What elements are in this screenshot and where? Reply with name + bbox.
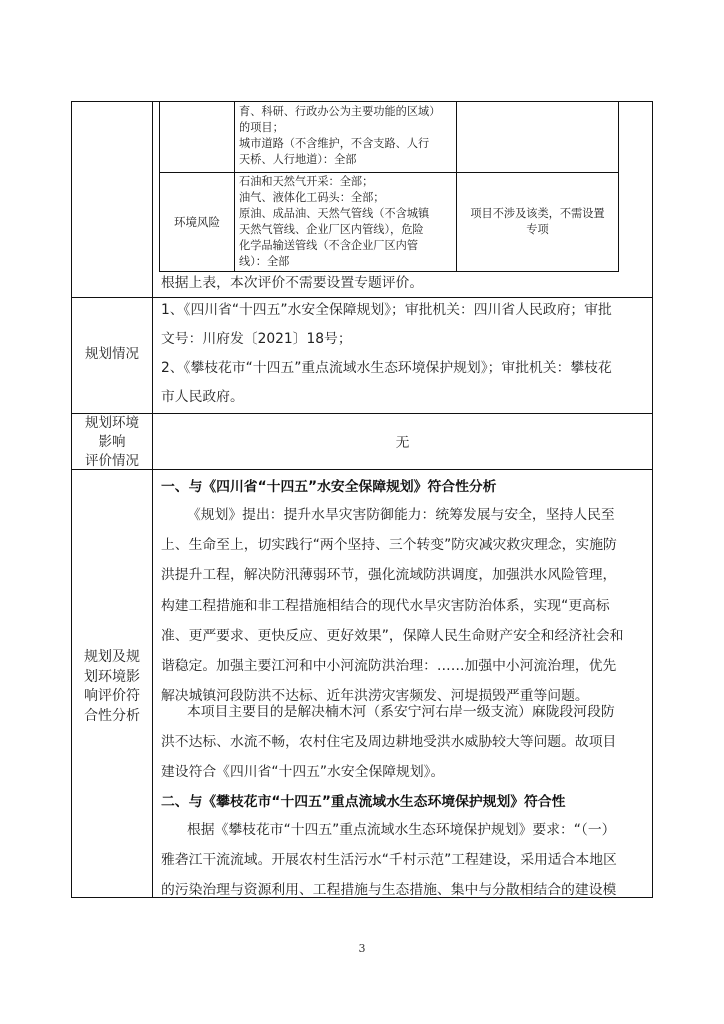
text-line: 响评价符 xyxy=(84,688,140,704)
text-line: 准、更严要求、更快反应、更好效果”，保障人民生命财产安全和经济社会和 xyxy=(161,627,624,644)
text-line: 洪不达标、水流不畅，农村住宅及周边耕地受洪水威胁较大等问题。故项目 xyxy=(161,734,617,751)
inner-row2-result xyxy=(457,206,618,238)
inner-table-right xyxy=(618,101,619,272)
page-number: 3 xyxy=(358,942,366,955)
inner-row2-category: 环境风险 xyxy=(174,215,220,229)
section-heading-1: 一、与《四川省“十四五”水安全保障规划》符合性分析 xyxy=(161,479,497,495)
text-line: 规划及规 xyxy=(84,649,140,665)
text-line: 天桥、人行地道）：全部 xyxy=(239,153,357,166)
text-line: 解决城镇河段防洪不达标、近年洪涝灾害频发、河堤损毁严重等问题。 xyxy=(161,688,589,705)
text-line: 项目不涉及该类，不需设置 xyxy=(470,207,605,220)
section-heading-2: 二、与《攀枝花市“十四五”重点流域水生态环境保护规划》符合性 xyxy=(161,794,566,810)
text-line: 根据《攀枝花市“十四五”重点流域水生态环境保护规划》要求：“（一） xyxy=(187,822,616,838)
text-line: 油气、液体化工码头：全部； xyxy=(239,191,385,204)
text-line: 专项 xyxy=(526,223,549,236)
text-line: 上、生命至上，切实践行“两个坚持、三个转变”防灾减灾救灾理念，实施防 xyxy=(161,537,617,554)
text-line: 雅砻江干流流域。开展农村生活污水“千村示范”工程建设，采用适合本地区 xyxy=(161,852,617,869)
text-line: 城市道路（不含维护，不含支路、人行 xyxy=(239,137,430,150)
text-line: 影响 xyxy=(98,434,126,450)
inner-table-col2 xyxy=(456,101,457,272)
text-line: 构建工程措施和非工程措施相结合的现代水旱灾害防治体系，实现“更高标 xyxy=(161,597,610,614)
text-line: 规划环境 xyxy=(85,415,139,431)
text-line: 化学品输送管线（不含企业厂区内管 xyxy=(239,239,419,252)
text-line: 2、《攀枝花市“十四五”重点流域水生态环境保护规划》；审批机关：攀枝花 xyxy=(161,360,612,376)
text-line: 合性分析 xyxy=(84,707,140,724)
planning-content xyxy=(161,296,653,412)
paragraph-2 xyxy=(161,697,653,788)
conclusion-text: 根据上表，本次评价不需要设置专题评价。 xyxy=(161,275,424,291)
env-impact-value: 无 xyxy=(395,435,410,451)
text-line: 原油、成品油、天然气管线（不含城镇 xyxy=(239,207,430,220)
text-line: 石油和天然气开采：全部； xyxy=(239,175,374,188)
text-line: 洪提升工程，解决防汛薄弱环节，强化流域防洪调度，加强洪水风险管理， xyxy=(161,567,617,584)
text-line: 评价情况 xyxy=(85,453,139,469)
row-divider-3 xyxy=(71,469,653,470)
inner-table-left xyxy=(159,101,160,272)
text-line: 育、科研、行政办公为主要功能的区域） xyxy=(239,105,441,118)
text-line: 建设符合《四川省“十四五”水安全保障规划》。 xyxy=(161,764,445,781)
paragraph-1 xyxy=(161,500,653,711)
text-line: 天然气管线、企业厂区内管线），危险 xyxy=(239,223,424,236)
paragraph-3 xyxy=(161,815,653,906)
text-line: 的项目； xyxy=(239,121,284,134)
row-divider-2 xyxy=(71,413,653,414)
inner-row2-text xyxy=(239,174,454,270)
text-line: 1、《四川省“十四五”水安全保障规划》；审批机关：四川省人民政府；审批 xyxy=(161,302,612,318)
text-line: 《规划》提出：提升水旱灾害防御能力：统筹发展与安全，坚持人民至 xyxy=(187,507,615,523)
compliance-label xyxy=(72,648,152,726)
column-divider xyxy=(152,101,153,898)
inner-table-col1 xyxy=(234,101,235,272)
text-line: 划环境影 xyxy=(84,668,140,685)
table-border-left xyxy=(71,101,72,898)
inner-table-top xyxy=(159,101,619,102)
inner-row1-text xyxy=(239,104,454,168)
inner-table-mid xyxy=(159,172,619,173)
planning-label: 规划情况 xyxy=(85,346,139,362)
env-impact-label xyxy=(72,414,152,471)
text-line: 的污染治理与资源利用、工程措施与生态措施、集中与分散相结合的建设模 xyxy=(161,882,617,899)
text-line: 文号：川府发〔2021〕18号； xyxy=(161,331,352,347)
text-line: 线）：全部 xyxy=(239,255,290,268)
text-line: 本项目主要目的是解决楠木河（系安宁河右岸一级支流）麻陇段河段防 xyxy=(187,704,615,720)
text-line: 谐稳定。加强主要江河和中小河流防洪治理：……加强中小河流治理，优先 xyxy=(161,658,617,675)
text-line: 市人民政府。 xyxy=(161,389,244,405)
